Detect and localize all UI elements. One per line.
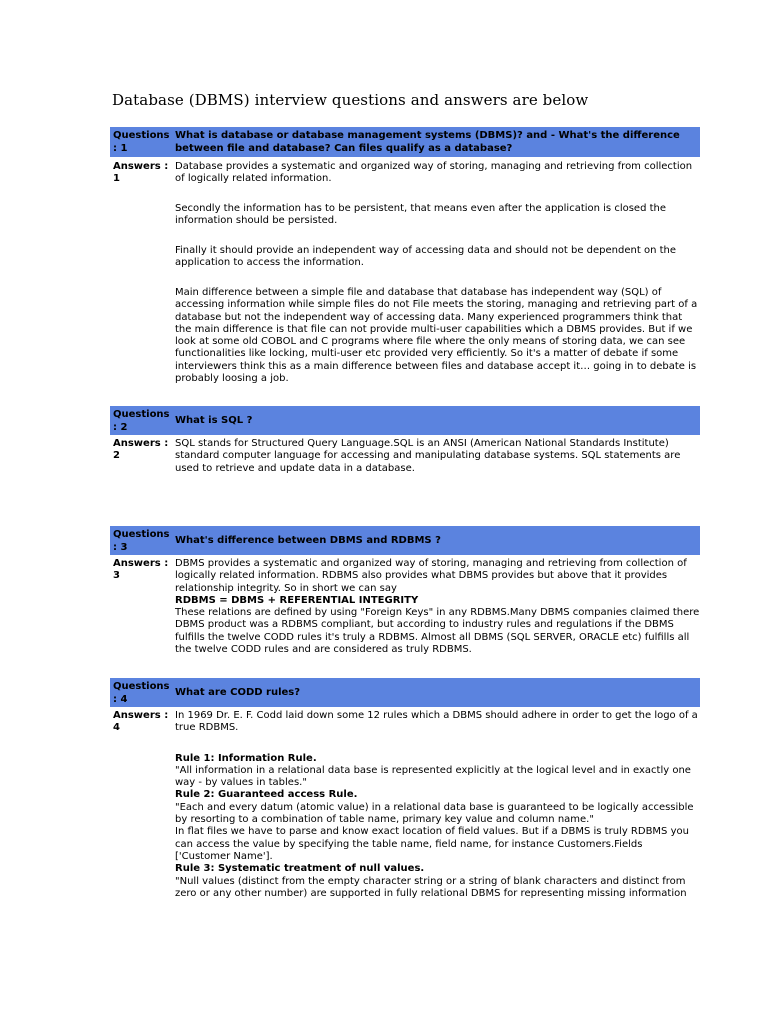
answer-3-para-1: DBMS provides a systematic and organized way of storing, managing and retrieving from collection of logically related information. RDBMS also provides what DBMS provides but above that it provides relationship integrity. So in short we can say: [175, 558, 687, 594]
question-1-text: What is database or database management systems (DBMS)? and - What's the difference between file and database? Can files qualify as a database?: [175, 130, 680, 154]
question-3-label: Questions : 3: [113, 529, 170, 553]
rule-2: [175, 789, 700, 801]
answer-4-body: [175, 710, 700, 900]
rule-1-title: Rule 1: Information Rule.: [175, 752, 317, 764]
answer-4-para-1: In 1969 Dr. E. F. Codd laid down some 12 rules which a DBMS should adhere in order to get the logo of a true RDBMS.: [175, 710, 698, 734]
question-2-bar: [110, 406, 700, 435]
rule-2-title: Rule 2: Guaranteed access Rule.: [175, 789, 358, 801]
answer-1-para-3: Finally it should provide an independent way of accessing data and should not be dependent on the application to access the information.: [175, 245, 676, 269]
question-2-text: What is SQL ?: [175, 415, 253, 426]
answer-1-label: Answers : 1: [113, 161, 169, 185]
question-1-bar: [110, 127, 700, 157]
question-4-bar: [110, 678, 700, 707]
answer-3-formula: [175, 595, 700, 607]
answer-1-para-1: Database provides a systematic and organized way of storing, managing and retrieving from collection of logically related information.: [175, 161, 693, 185]
question-4-text: What are CODD rules?: [175, 687, 301, 698]
rule-3: [175, 863, 700, 875]
rule-3-title: Rule 3: Systematic treatment of null values.: [175, 863, 425, 875]
answer-1-para-2: Secondly the information has to be persistent, that means even after the application is closed the information should be persisted.: [175, 203, 667, 227]
answer-2-label: Answers : 2: [113, 438, 169, 462]
question-2-label: Questions : 2: [113, 409, 170, 433]
question-1-label: Questions : 1: [113, 130, 170, 154]
question-4-label: Questions : 4: [113, 681, 170, 705]
question-3-bar: [110, 526, 700, 555]
answer-3-body: [175, 558, 700, 656]
rule-1: [175, 753, 700, 765]
question-3-text: What's difference between DBMS and RDBMS ?: [175, 535, 441, 546]
answer-1-para-4: Main difference between a simple file and database that database has independent way (SQL) of accessing information while simple files do not File meets the storing, managing and retrieving part of a database but not the independent way of accessing data. Many experienced programmers think that the main difference is that file can not provide multi-user capabilities which a DBMS provides. But if we look at some old COBOL and C programs where file where the only means of storing data, we can see functionalities like locking, multi-user etc provided very efficiently. So it's a matter of debate if some interviewers think this as a main difference between files and database accept it… going in to debate is probably loosing a job.: [175, 287, 698, 385]
answer-3-label: Answers : 3: [113, 558, 169, 582]
answer-2-para-1: SQL stands for Structured Query Language.SQL is an ANSI (American National Standards Institute) standard computer language for accessing and manipulating database systems. SQL statements are used to retrieve and update data in a database.: [175, 438, 681, 474]
rule-2-text: "Each and every datum (atomic value) in a relational data base is guaranteed to be logically accessible by resorting to a combination of table name, primary key value and column name.": [175, 801, 694, 826]
document-title: Database (DBMS) interview questions and answers are below: [112, 91, 589, 109]
rule-3-text: "Null values (distinct from the empty character string or a string of blank characters and distinct from zero or any other number) are supported in fully relational DBMS for representing missing information: [175, 875, 687, 899]
rule-2-extra: In flat files we have to parse and know exact location of field values. But if a DBMS is truly RDBMS you can access the value by specifying the table name, field name, for instance Customers.Fields ['Customer Name'].: [175, 826, 689, 862]
answer-4-label: Answers : 4: [113, 710, 169, 734]
rule-1-text: "All information in a relational data base is represented explicitly at the logical level and in exactly one way - by values in tables.": [175, 764, 691, 789]
answer-3-formula-text: RDBMS = DBMS + REFERENTIAL INTEGRITY: [175, 594, 419, 606]
answer-3-para-2: These relations are defined by using "Foreign Keys" in any RDBMS.Many DBMS companies claimed there DBMS product was a RDBMS compliant, but according to industry rules and regulations if the DBMS fulfills the twelve CODD rules it's truly a RDBMS. Almost all DBMS (SQL SERVER, ORACLE etc) fulfills all the twelve CODD rules and are considered as truly RDBMS.: [175, 607, 700, 656]
answer-2-body: [175, 438, 700, 475]
